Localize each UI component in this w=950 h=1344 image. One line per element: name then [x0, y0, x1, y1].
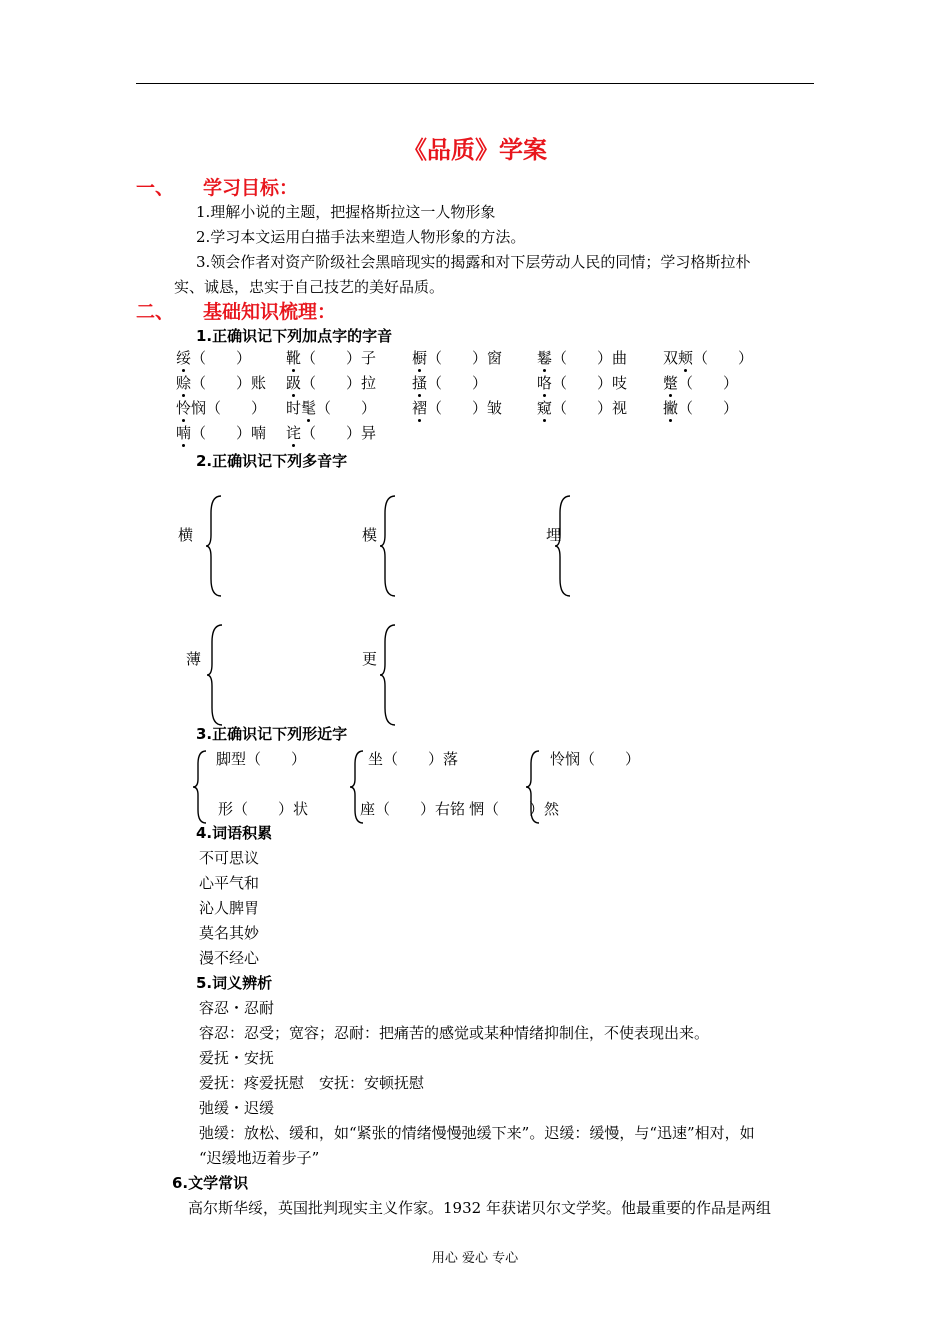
- vocab-item: 心平气和: [199, 874, 260, 892]
- goal-1: 1.理解小说的主题，把握格斯拉这一人物形象: [196, 203, 496, 221]
- item-suffix: （ ）: [191, 349, 252, 367]
- dotted-character: 赊: [176, 374, 192, 392]
- item-prefix: 时: [286, 399, 302, 417]
- dotted-character: 靴: [286, 349, 302, 367]
- polyphone-brace: [380, 495, 398, 597]
- vocab-item: 沁人脾胃: [199, 899, 260, 917]
- pronunciation-item: [286, 398, 376, 418]
- pronunciation-item: [663, 348, 753, 368]
- dotted-character: 咯: [537, 374, 553, 392]
- word-pair: 爱抚・安抚: [199, 1049, 275, 1067]
- pronunciation-item: [537, 398, 627, 418]
- dotted-character: 诧: [286, 424, 302, 442]
- word-explanation: 弛缓：放松、缓和，如“紧张的情绪慢慢弛缓下来”。迟缓：缓慢，与“迅速”相对，如: [199, 1124, 755, 1142]
- dotted-character: 搔: [412, 374, 428, 392]
- polyphone-char: 埋: [546, 526, 562, 544]
- item-suffix: （ ）吱: [552, 374, 628, 392]
- pronunciation-item: [286, 373, 376, 393]
- polyphone-brace: [207, 624, 225, 726]
- dotted-character: 褶: [412, 399, 428, 417]
- dotted-character: 怜: [176, 399, 192, 417]
- dotted-character: 绥: [176, 349, 192, 367]
- pronunciation-item: [412, 348, 502, 368]
- dotted-character: 鬈: [537, 349, 553, 367]
- pronunciation-item: [663, 373, 738, 393]
- literature-paragraph: 高尔斯华绥，英国批判现实主义作家。1932 年获诺贝尔文学奖。他最重要的作品是两组: [188, 1199, 771, 1217]
- word-explanation: 爱抚：疼爱抚慰 安抚：安顿抚慰: [199, 1074, 425, 1092]
- dotted-character: 窥: [537, 399, 553, 417]
- polyphone-char: 模: [362, 526, 378, 544]
- item-suffix: （ ）异: [301, 424, 377, 442]
- pronunciation-item: [176, 348, 251, 368]
- pronunciation-item: [412, 373, 487, 393]
- word-pair: 弛缓・迟缓: [199, 1099, 275, 1117]
- polyphone-char: 横: [178, 526, 194, 544]
- similar-char-brace: [193, 750, 209, 824]
- vocab-item: 不可思议: [199, 849, 260, 867]
- q2-heading: 2.正确识记下列多音字: [196, 452, 348, 470]
- polyphone-brace: [380, 624, 398, 726]
- pronunciation-item: [176, 423, 266, 443]
- item-suffix: （ ）账: [191, 374, 267, 392]
- item-suffix: （ ）: [316, 399, 377, 417]
- pronunciation-item: [663, 398, 738, 418]
- pronunciation-item: [537, 373, 627, 393]
- item-suffix: （ ）: [678, 399, 739, 417]
- pronunciation-item: [537, 348, 627, 368]
- item-suffix: （ ）喃: [191, 424, 267, 442]
- section-2-number: 二、: [136, 301, 175, 323]
- polyphone-brace: [206, 495, 224, 597]
- pronunciation-item: [176, 373, 266, 393]
- section-1-number: 一、: [136, 177, 175, 199]
- pronunciation-item: [286, 348, 376, 368]
- section-1-title: 学习目标：: [203, 177, 299, 199]
- item-suffix: （ ）皱: [427, 399, 503, 417]
- section-2-title: 基础知识梳理：: [203, 301, 337, 323]
- dotted-character: 髦: [301, 399, 317, 417]
- page-footer: 用心 爱心 专心: [431, 1251, 519, 1266]
- vocab-item: 漫不经心: [199, 949, 260, 967]
- similar-char-bottom: 形（ ）状: [218, 800, 309, 818]
- polyphone-brace: [555, 495, 573, 597]
- goal-3-line-2: 实、诚恳，忠实于自己技艺的美好品质。: [174, 278, 445, 296]
- dotted-character: 颊: [678, 349, 694, 367]
- pronunciation-item: [286, 423, 376, 443]
- q3-heading: 3.正确识记下列形近字: [196, 725, 348, 743]
- similar-char-bottom: 惘（ ）然: [469, 800, 560, 818]
- item-suffix: （ ）视: [552, 399, 628, 417]
- dotted-character: 趿: [286, 374, 302, 392]
- similar-char-bottom: 座（ ）右铭: [360, 800, 466, 818]
- dotted-character: 橱: [412, 349, 428, 367]
- item-suffix: （ ）: [693, 349, 754, 367]
- item-suffix: （ ）曲: [552, 349, 628, 367]
- q1-heading: 1.正确识记下列加点字的字音: [196, 327, 393, 345]
- dotted-character: 撇: [663, 399, 679, 417]
- pronunciation-item: [176, 398, 266, 418]
- dotted-character: 喃: [176, 424, 192, 442]
- word-explanation-cont: “迟缓地迈着步子”: [199, 1149, 320, 1167]
- similar-char-top: 怜悯（ ）: [550, 750, 641, 768]
- item-suffix: （ ）子: [301, 349, 377, 367]
- q6-heading: 6.文学常识: [172, 1174, 249, 1192]
- goal-2: 2.学习本文运用白描手法来塑造人物形象的方法。: [196, 228, 526, 246]
- pronunciation-item: [412, 398, 502, 418]
- dotted-character: 蹩: [663, 374, 679, 392]
- word-explanation: 容忍：忍受；宽容；忍耐：把痛苦的感觉或某种情绪抑制住，不使表现出来。: [199, 1024, 710, 1042]
- similar-char-top: 坐（ ）落: [368, 750, 459, 768]
- q4-heading: 4.词语积累: [196, 824, 273, 842]
- header-rule: [136, 83, 814, 84]
- item-suffix: 悯（ ）: [191, 399, 267, 417]
- item-suffix: （ ）: [678, 374, 739, 392]
- polyphone-char: 薄: [186, 650, 202, 668]
- item-suffix: （ ）: [427, 374, 488, 392]
- item-suffix: （ ）窗: [427, 349, 503, 367]
- vocab-item: 莫名其妙: [199, 924, 260, 942]
- page-title: 《品质》学案: [403, 136, 547, 164]
- similar-char-top: 脚型（ ）: [216, 750, 307, 768]
- word-pair: 容忍・忍耐: [199, 999, 275, 1017]
- q5-heading: 5.词义辨析: [196, 974, 273, 992]
- polyphone-char: 更: [362, 650, 378, 668]
- item-suffix: （ ）拉: [301, 374, 377, 392]
- goal-3-line-1: 3.领会作者对资产阶级社会黑暗现实的揭露和对下层劳动人民的同情；学习格斯拉朴: [196, 253, 751, 271]
- item-prefix: 双: [663, 349, 679, 367]
